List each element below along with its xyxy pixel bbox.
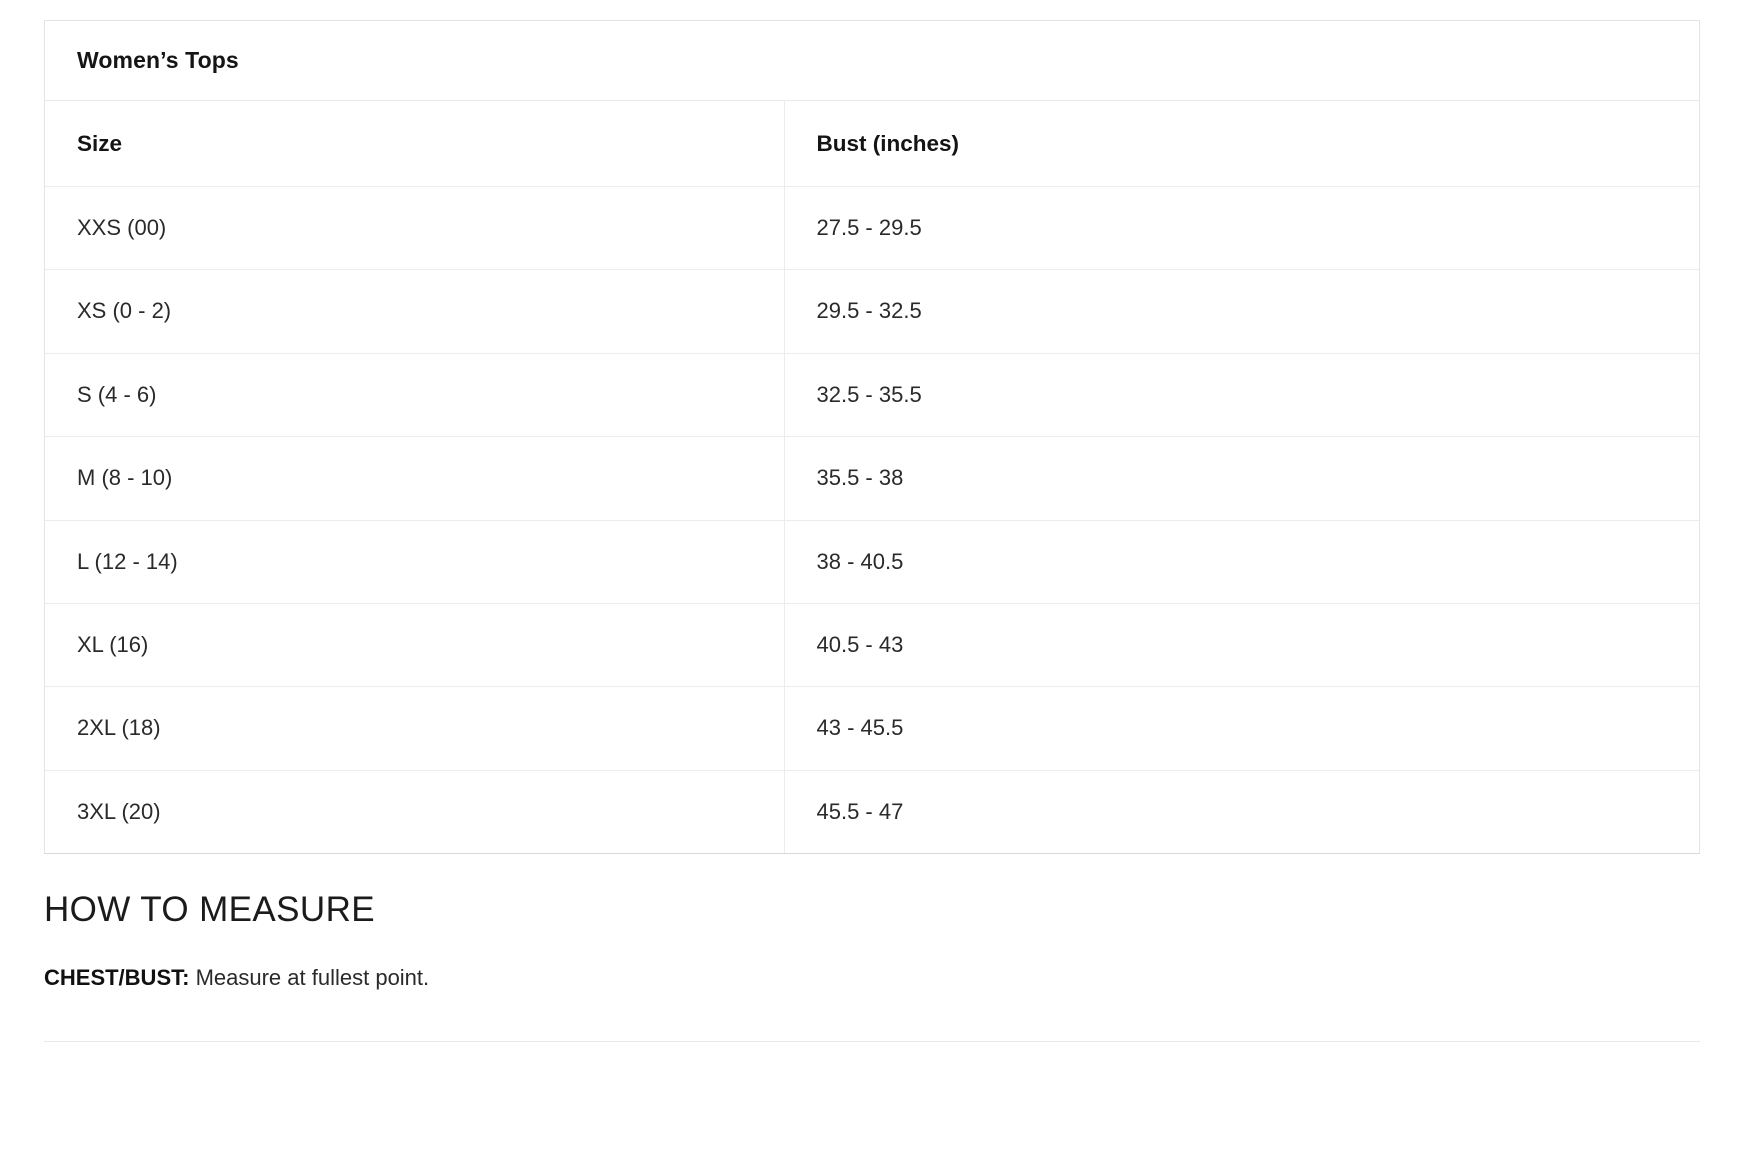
cell-bust: 43 - 45.5	[784, 687, 1699, 770]
cell-size: XL (16)	[45, 603, 784, 686]
cell-size: XXS (00)	[45, 187, 784, 270]
cell-size: XS (0 - 2)	[45, 270, 784, 353]
size-chart-body	[45, 187, 1699, 854]
table-row	[45, 270, 1699, 353]
table-row	[45, 603, 1699, 686]
size-chart-title: Women’s Tops	[45, 21, 1699, 101]
cell-bust: 40.5 - 43	[784, 603, 1699, 686]
measure-instruction-text: Measure at fullest point.	[195, 965, 430, 991]
cell-size: L (12 - 14)	[45, 520, 784, 603]
table-row	[45, 437, 1699, 520]
size-chart-head	[45, 101, 1699, 187]
cell-bust: 45.5 - 47	[816, 798, 904, 824]
section-divider	[44, 1041, 1700, 1042]
measure-instruction	[44, 964, 1744, 993]
cell-size: 2XL (18)	[45, 687, 784, 770]
table-row	[45, 770, 1699, 853]
size-chart-table	[45, 21, 1699, 853]
cell-bust: 29.5 - 32.5	[784, 270, 1699, 353]
table-row	[45, 187, 1699, 270]
table-header-row	[45, 101, 1699, 187]
cell-size: 3XL (20)	[45, 770, 784, 853]
table-row	[45, 353, 1699, 436]
cell-bust: 35.5 - 38	[784, 437, 1699, 520]
table-row	[45, 520, 1699, 603]
how-to-measure-heading: HOW TO MEASURE	[44, 890, 376, 930]
size-chart-container	[44, 20, 1700, 854]
cell-bust: 38 - 40.5	[784, 520, 1699, 603]
column-header-bust: Bust (inches)	[784, 101, 1699, 187]
cell-size: S (4 - 6)	[45, 353, 784, 436]
column-header-size: Size	[45, 101, 784, 187]
cell-bust: 27.5 - 29.5	[784, 187, 1699, 270]
cell-bust: 32.5 - 35.5	[784, 353, 1699, 436]
measure-instruction-label: CHEST/BUST:	[44, 965, 190, 991]
table-row	[45, 687, 1699, 770]
cell-size: M (8 - 10)	[45, 437, 784, 520]
